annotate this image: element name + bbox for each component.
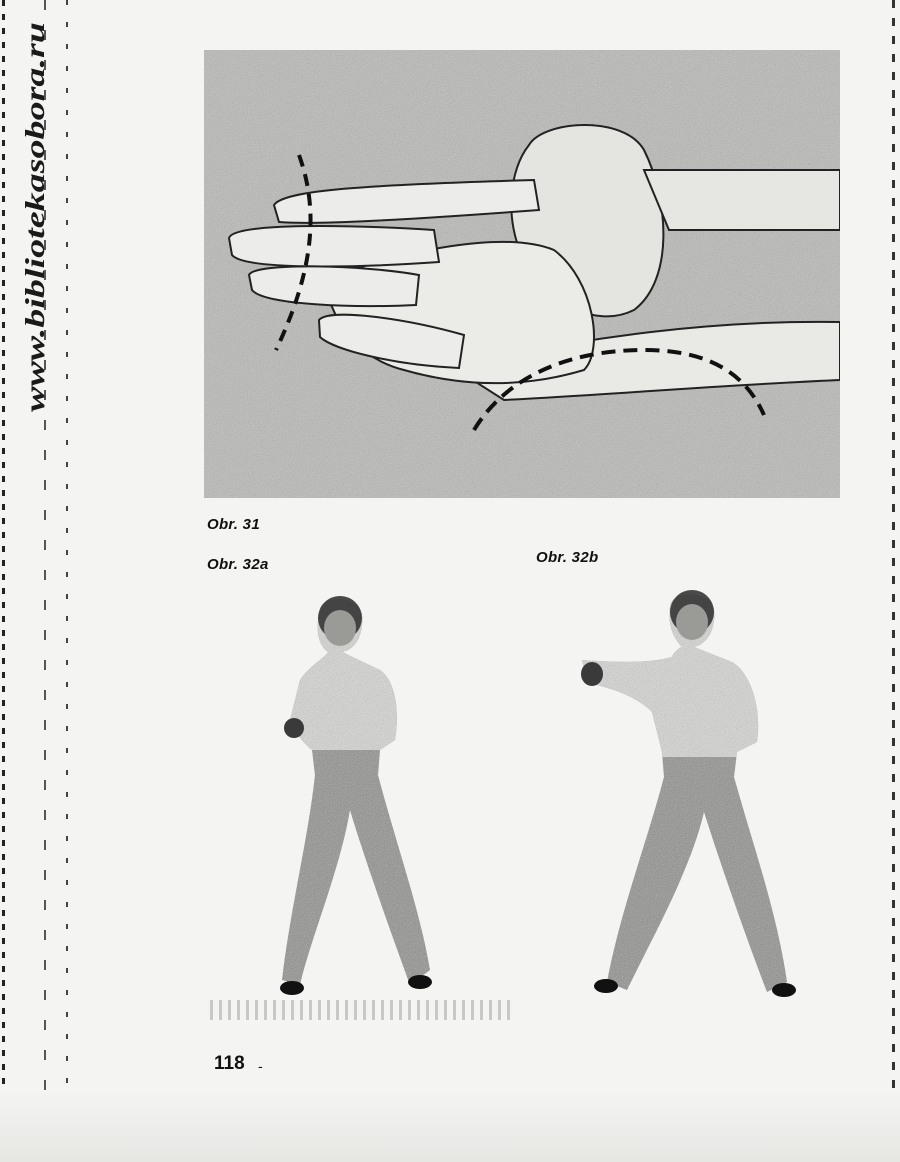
left-scan-edge (2, 0, 5, 1162)
figure-32a-caption: Obr. 32a (207, 556, 269, 573)
figure-32b-caption: Obr. 32b (536, 549, 599, 566)
scan-bottom-shade (0, 1090, 900, 1162)
watermark-text: www.bibliotekasobora.ru (20, 135, 50, 412)
watermark (18, 20, 52, 420)
figure-31-caption: Obr. 31 (207, 516, 260, 533)
page-number: 118 (214, 1053, 245, 1074)
figure-31-hand-photo (204, 50, 840, 498)
right-scan-edge (892, 0, 895, 1162)
figure-32a-photo (270, 590, 450, 1000)
page-number-dash: - (258, 1058, 263, 1074)
scan-artifact (210, 1000, 510, 1020)
figure-32b-photo (572, 582, 802, 1002)
left-scan-edge (66, 0, 68, 1162)
